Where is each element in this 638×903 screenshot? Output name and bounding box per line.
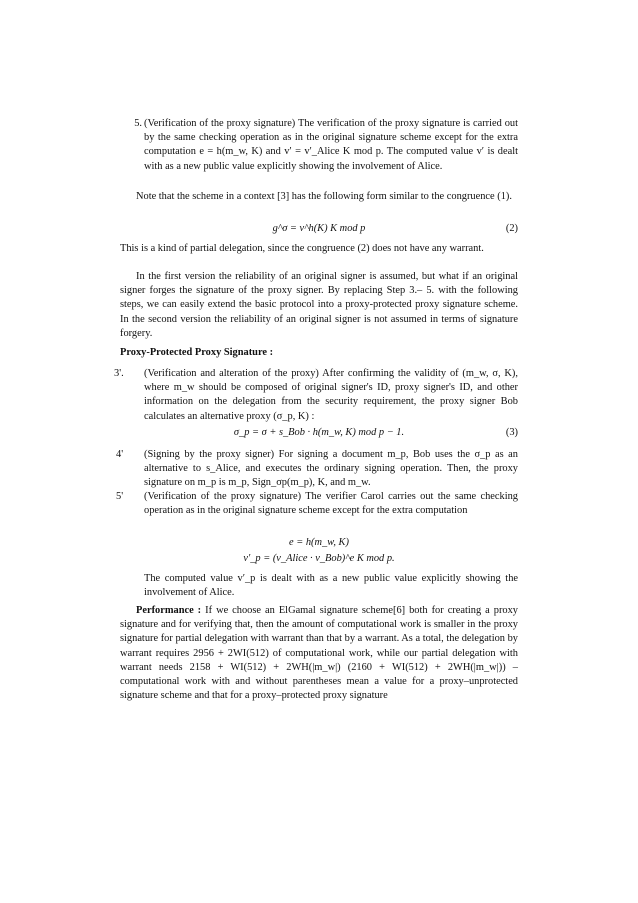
equation-2 [120, 222, 518, 238]
list-item-number: 5. [134, 118, 142, 129]
paragraph-note: Note that the scheme in a context [3] has the following form similar to the congruence (1). [136, 191, 512, 202]
list-item-number: 4' [116, 449, 124, 460]
list-item-step-3p [114, 367, 518, 425]
performance-text: If we choose an ElGamal signature scheme[6] both for creating a proxy signature and for verifying that, then the amount of computational work is smaller in the proxy signature for partial delegation with warrant than that by a warrant. As a total, the delegation by warrant requires 2956 + 2WI(512) of computational work, while our partial delegation with warrant needs 2158 + WI(512) + 2WH(|m_w|) (2160 + WI(512) + 2WH(|m_w|)) – computational work with and without parentheses mean a value for a proxy–unprotected signature scheme and that for a proxy–protected proxy signature [120, 605, 518, 702]
list-item-text: (Signing by the proxy signer) For signing a document m_p, Bob uses the σ_p as an alternative to s_Alice, and executes the ordinary signing operation. Then, the proxy signature on m_p is m_p, Sign_σp(m_p), K, and m_w. [144, 449, 518, 489]
list-item-step-4p [116, 448, 518, 492]
list-item-step-5p [116, 490, 518, 534]
equation-v-prime: v′_p = (v_Alice · v_Bob)^e K mod p. [243, 553, 395, 564]
list-item-text: (Verification of the proxy signature) The verifier Carol carries out the same checking operation as in the original signature scheme except for the extra computation [144, 491, 518, 517]
list-item-text: (Verification of the proxy signature) The verification of the proxy signature is carried out by the same checking operation as in the original signature scheme except for the extra computation e = h(m_w, K) and v′ = v′_Alice K mod p. The computed value v′ is dealt with as a new public value explicitly showing the involvement of Alice. [144, 118, 518, 172]
list-item-text: (Verification and alteration of the proxy) After confirming the validity of (m_w, σ, K), where m_w should be composed of original signer's ID, proxy signer's ID, and other information on the delegation from the security requirement, the proxy signer Bob calculates an alternative proxy (σ_p, K) : [144, 368, 518, 422]
section-heading: Proxy-Protected Proxy Signature : [120, 347, 274, 358]
list-item-number: 5' [116, 491, 124, 502]
equation-3 [120, 426, 518, 442]
paragraph-computed-value: The computed value v′_p is dealt with as a new public value explicitly showing the involvement of Alice. [144, 573, 518, 599]
list-item-step-5 [120, 117, 518, 189]
performance-label: Performance : [136, 605, 202, 616]
equation-body: g^σ = v^h(K) K mod p [272, 223, 366, 234]
paragraph-performance [120, 604, 518, 703]
equation-number: (2) [505, 223, 518, 234]
list-item-number: 3'. [114, 368, 124, 379]
equation-e: e = h(m_w, K) [289, 537, 349, 548]
paragraph-first-version: In the first version the reliability of an original signer is assumed, but what if an original signer forges the signature of the proxy signer. By replacing Step 3.– 5. with the following steps, we can easily extend the basic protocol into a proxy-protected proxy signature scheme. In the second version the reliability of an original signer is not assumed in terms of signature forgery. [120, 271, 518, 339]
equation-body: σ_p = σ + s_Bob · h(m_w, K) mod p − 1. [233, 427, 405, 438]
equation-number: (3) [505, 427, 518, 438]
paragraph-partial-delegation: This is a kind of partial delegation, since the congruence (2) does not have any warrant. [120, 243, 484, 254]
